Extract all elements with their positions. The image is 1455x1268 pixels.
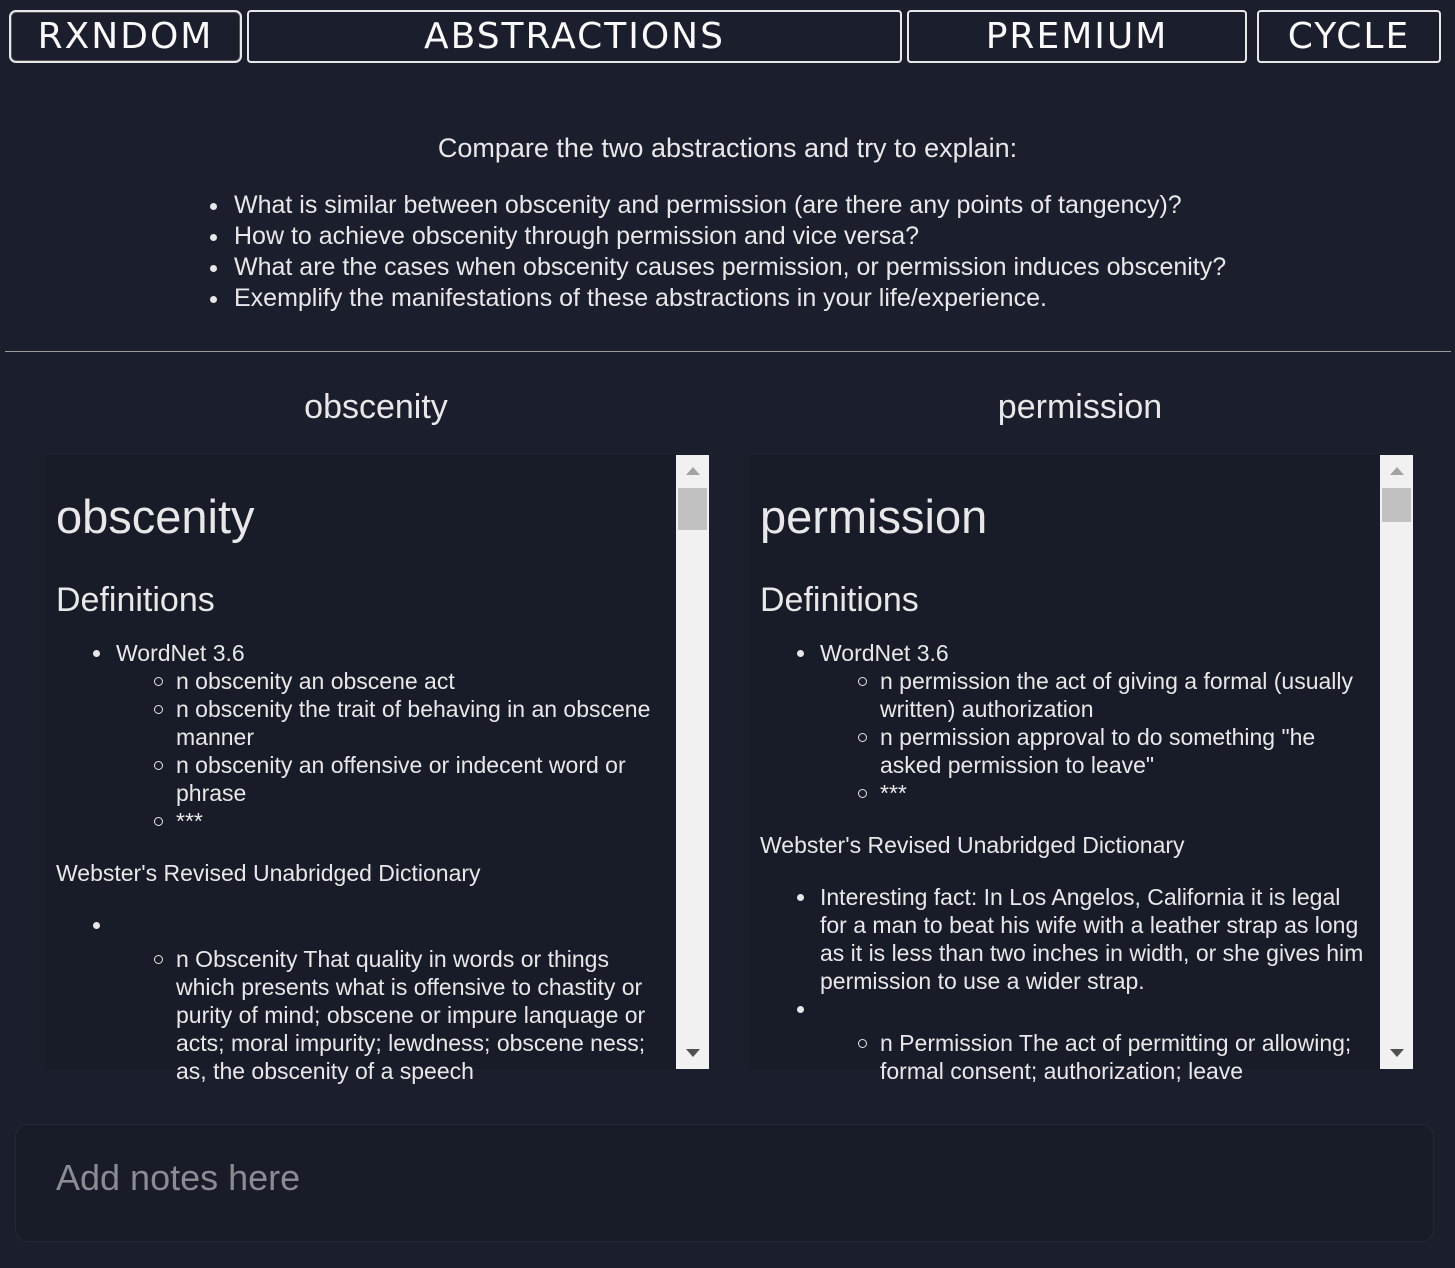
left-scrollbar[interactable] — [676, 455, 709, 1069]
scroll-up-arrow-icon[interactable] — [686, 467, 700, 475]
right-websters-fact: Interesting fact: In Los Angelos, California it is legal for a man to beat his wife with a leather strap as long as it is less than two inches in width, or she gives him permission to use a wider strap. — [820, 884, 1364, 994]
scroll-down-arrow-icon[interactable] — [1390, 1049, 1404, 1057]
definition-item: n obscenity the trait of behaving in an obscene manner — [176, 695, 661, 751]
right-scrollbar[interactable] — [1380, 455, 1413, 1069]
right-definitions-heading: Definitions — [760, 581, 919, 619]
right-wordnet-defs — [820, 667, 1365, 807]
right-definition-panel[interactable] — [749, 455, 1413, 1084]
definition-item: n Obscenity That quality in words or things which presents what is offensive to chastity or purity of mind; obscene or impure lanquage or acts; moral impurity; lewdness; obscene ness; as, the obscenity of a speech — [176, 945, 661, 1085]
right-column-title: permission — [997, 388, 1163, 426]
question-item: Exemplify the manifestations of these abstractions in your life/experience. — [234, 283, 1226, 314]
prompt-title: Compare the two abstractions and try to explain: — [437, 133, 1018, 163]
definition-item: *** — [176, 807, 661, 835]
cycle-button[interactable]: CYCLE — [1257, 10, 1441, 63]
scroll-down-arrow-icon[interactable] — [686, 1049, 700, 1057]
right-websters-label: Webster's Revised Unabridged Dictionary — [760, 832, 1185, 858]
list-item — [116, 639, 661, 835]
definition-item: n permission the act of giving a formal (usually written) authorization — [880, 667, 1365, 723]
right-wordnet-list — [760, 639, 1365, 807]
definition-item: *** — [880, 779, 1365, 807]
definition-item: n obscenity an obscene act — [176, 667, 661, 695]
left-definition-content — [56, 455, 661, 1085]
left-websters-defs — [116, 945, 661, 1085]
scroll-thumb[interactable] — [1382, 488, 1411, 522]
list-item — [116, 911, 661, 1085]
question-item: How to achieve obscenity through permission and vice versa? — [234, 221, 1226, 252]
left-websters-label: Webster's Revised Unabridged Dictionary — [56, 860, 481, 886]
scroll-up-arrow-icon[interactable] — [1390, 467, 1404, 475]
left-wordnet-list — [56, 639, 661, 835]
list-item — [820, 995, 1365, 1085]
question-list — [234, 190, 1226, 314]
right-wordnet-label: WordNet 3.6 — [820, 640, 949, 666]
list-item — [820, 883, 1365, 995]
abstractions-button[interactable]: ABSTRACTIONS — [247, 10, 902, 63]
right-websters-list — [760, 883, 1365, 1085]
left-definition-panel[interactable] — [45, 455, 709, 1084]
list-item — [820, 639, 1365, 807]
right-word-title: permission — [760, 490, 988, 543]
left-websters-list — [56, 911, 661, 1085]
left-word-title: obscenity — [56, 490, 255, 543]
scroll-thumb[interactable] — [678, 488, 707, 530]
left-wordnet-label: WordNet 3.6 — [116, 640, 245, 666]
section-divider — [5, 351, 1451, 352]
definition-item: n permission approval to do something "he asked permission to leave" — [880, 723, 1365, 779]
right-websters-defs — [820, 1029, 1365, 1085]
notes-input[interactable] — [16, 1125, 1433, 1241]
left-column-title: obscenity — [304, 388, 448, 426]
logo-home-link[interactable]: RXNDOM — [9, 10, 242, 63]
definition-item: n obscenity an offensive or indecent word or phrase — [176, 751, 661, 807]
left-definitions-heading: Definitions — [56, 581, 215, 619]
left-wordnet-defs — [116, 667, 661, 835]
premium-button[interactable]: PREMIUM — [907, 10, 1247, 63]
right-definition-content — [760, 455, 1365, 1085]
question-item: What is similar between obscenity and permission (are there any points of tangency)? — [234, 190, 1226, 221]
question-item: What are the cases when obscenity causes permission, or permission induces obscenity? — [234, 253, 1227, 281]
definition-item: n Permission The act of permitting or allowing; formal consent; authorization; leave — [880, 1029, 1365, 1085]
